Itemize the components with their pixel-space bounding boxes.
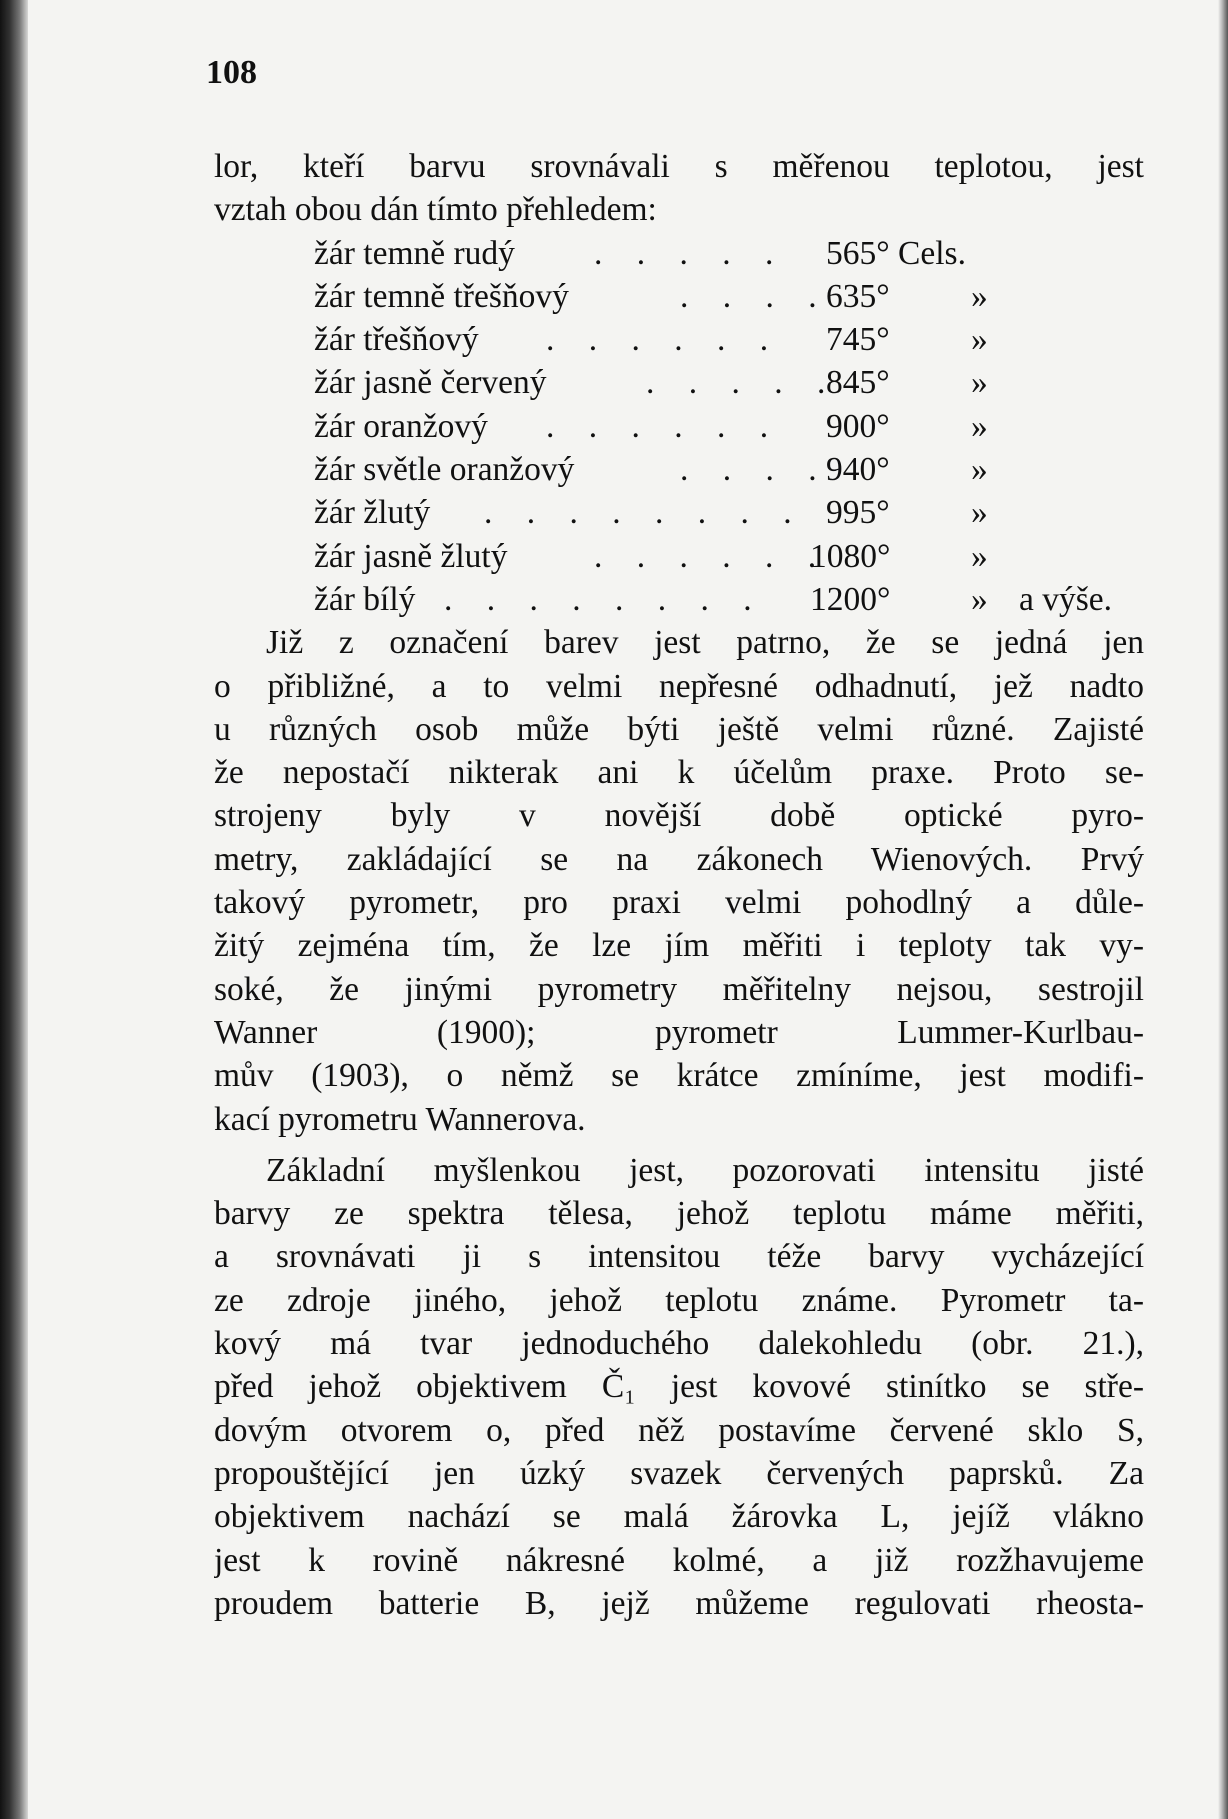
leader-dots: . . . . . . [546, 321, 782, 359]
text-line: soké, že jinými pyrometry měřitelny nejsou, sestrojil [214, 970, 1144, 1008]
leader-dots: . . . . [680, 451, 830, 489]
text-line: u různých osob může býti ještě velmi různé. Zajisté [214, 710, 1144, 748]
glow-name: žár oranžový [314, 407, 488, 445]
glow-name: žár bílý [314, 580, 416, 618]
text-block [214, 145, 1144, 1625]
glow-name: žár třešňový [314, 321, 479, 359]
glow-temperature: 1200° [810, 580, 891, 618]
glow-name: žár žlutý [314, 494, 431, 532]
glow-temperature: 900° [826, 407, 890, 445]
leader-dots: . . . . . . . . [484, 494, 805, 532]
text-line: lor, kteří barvu srovnávali s měřenou teplotou, jest [214, 148, 1144, 185]
table-row [214, 535, 1144, 578]
table-row [214, 491, 1144, 534]
paragraph [214, 1149, 1144, 1625]
table-row [214, 361, 1144, 404]
glow-name: žár temně třešňový [314, 277, 569, 315]
ditto-mark: » [971, 364, 988, 402]
text-line: strojeny byly v novější době optické pyro- [214, 797, 1144, 835]
glow-name: žár jasně červený [314, 364, 547, 402]
table-row [214, 448, 1144, 491]
glow-name: žár temně rudý [314, 234, 515, 272]
ditto-mark: » [971, 451, 988, 489]
glow-name: žár jasně žlutý [314, 537, 508, 575]
glow-temperature: 940° [826, 451, 890, 489]
table-row [214, 405, 1144, 448]
glow-temperature: 1080° [810, 537, 891, 575]
leader-dots: . . . . . [646, 364, 839, 402]
glow-temperature: 635° [826, 277, 890, 315]
text-line: propouštějící jen úzký svazek červených paprsků. Za [214, 1454, 1144, 1492]
page-edge [1218, 0, 1228, 1819]
text-line: žitý zejména tím, že lze jím měřiti i teploty tak vy- [214, 927, 1144, 965]
text-line: proudem batterie B, jejž můžeme regulovati rheosta- [214, 1584, 1144, 1622]
table-row [214, 318, 1144, 361]
ditto-mark: » [971, 494, 988, 532]
text-line: Základní myšlenkou jest, pozorovati intensitu jisté [266, 1151, 1144, 1189]
glow-temperature: 565° Cels. [826, 234, 966, 272]
text-line: dovým otvorem o, před něž postavíme červené sklo S, [214, 1411, 1144, 1449]
glow-temperature: 845° [826, 364, 890, 402]
leader-dots: . . . . . . [546, 407, 782, 445]
text-line: že nepostačí nikterak ani k účelům praxe. Proto se- [214, 754, 1144, 792]
text-line: vztah obou dán tímto přehledem: [214, 191, 657, 229]
text-line: před jehož objektivem Č₁ jest kovové stinítko se stře- [214, 1368, 1144, 1406]
table-row [214, 232, 1144, 275]
text-line: mův (1903), o němž se krátce zmíníme, jest modifi- [214, 1057, 1144, 1095]
temperature-table [214, 232, 1144, 622]
text-line: a srovnávati ji s intensitou téže barvy vycházející [214, 1238, 1144, 1276]
text-line: metry, zakládající se na zákonech Wienových. Prvý [214, 840, 1144, 878]
leader-dots: . . . . . . . . [444, 580, 765, 618]
ditto-mark: » [971, 321, 988, 359]
ditto-mark: » [971, 407, 988, 445]
ditto-mark: » [971, 537, 988, 575]
binding-shadow [0, 0, 28, 1819]
page-number: 108 [206, 54, 257, 91]
leader-dots: . . . . . [594, 234, 787, 272]
text-line: Wanner (1900); pyrometr Lummer-Kurlbau- [214, 1013, 1144, 1051]
range-note: a výše. [1019, 580, 1113, 618]
table-row [214, 275, 1144, 318]
text-line: barvy ze spektra tělesa, jehož teplotu máme měřiti, [214, 1195, 1144, 1233]
text-line: jest k rovině nákresné kolmé, a již rozžhavujeme [214, 1541, 1144, 1579]
ditto-mark: » [971, 277, 988, 315]
paragraph [214, 621, 1144, 1141]
text-line: takový pyrometr, pro praxi velmi pohodlný a důle- [214, 884, 1144, 922]
leader-dots: . . . . . . [594, 537, 830, 575]
text-line: kací pyrometru Wannerova. [214, 1100, 586, 1138]
text-line: Již z označení barev jest patrno, že se jedná jen [266, 624, 1144, 662]
text-line: objektivem nachází se malá žárovka L, jejíž vlákno [214, 1498, 1144, 1536]
leader-dots: . . . . [680, 277, 830, 315]
text-line: ze zdroje jiného, jehož teplotu známe. Pyrometr ta- [214, 1281, 1144, 1319]
glow-temperature: 995° [826, 494, 890, 532]
table-row [214, 578, 1144, 621]
glow-name: žár světle oranžový [314, 451, 575, 489]
text-line: o přibližné, a to velmi nepřesné odhadnutí, jež nadto [214, 667, 1144, 705]
text-line: kový má tvar jednoduchého dalekohledu (obr. 21.), [214, 1325, 1144, 1363]
glow-temperature: 745° [826, 321, 890, 359]
ditto-mark: » [971, 580, 988, 618]
